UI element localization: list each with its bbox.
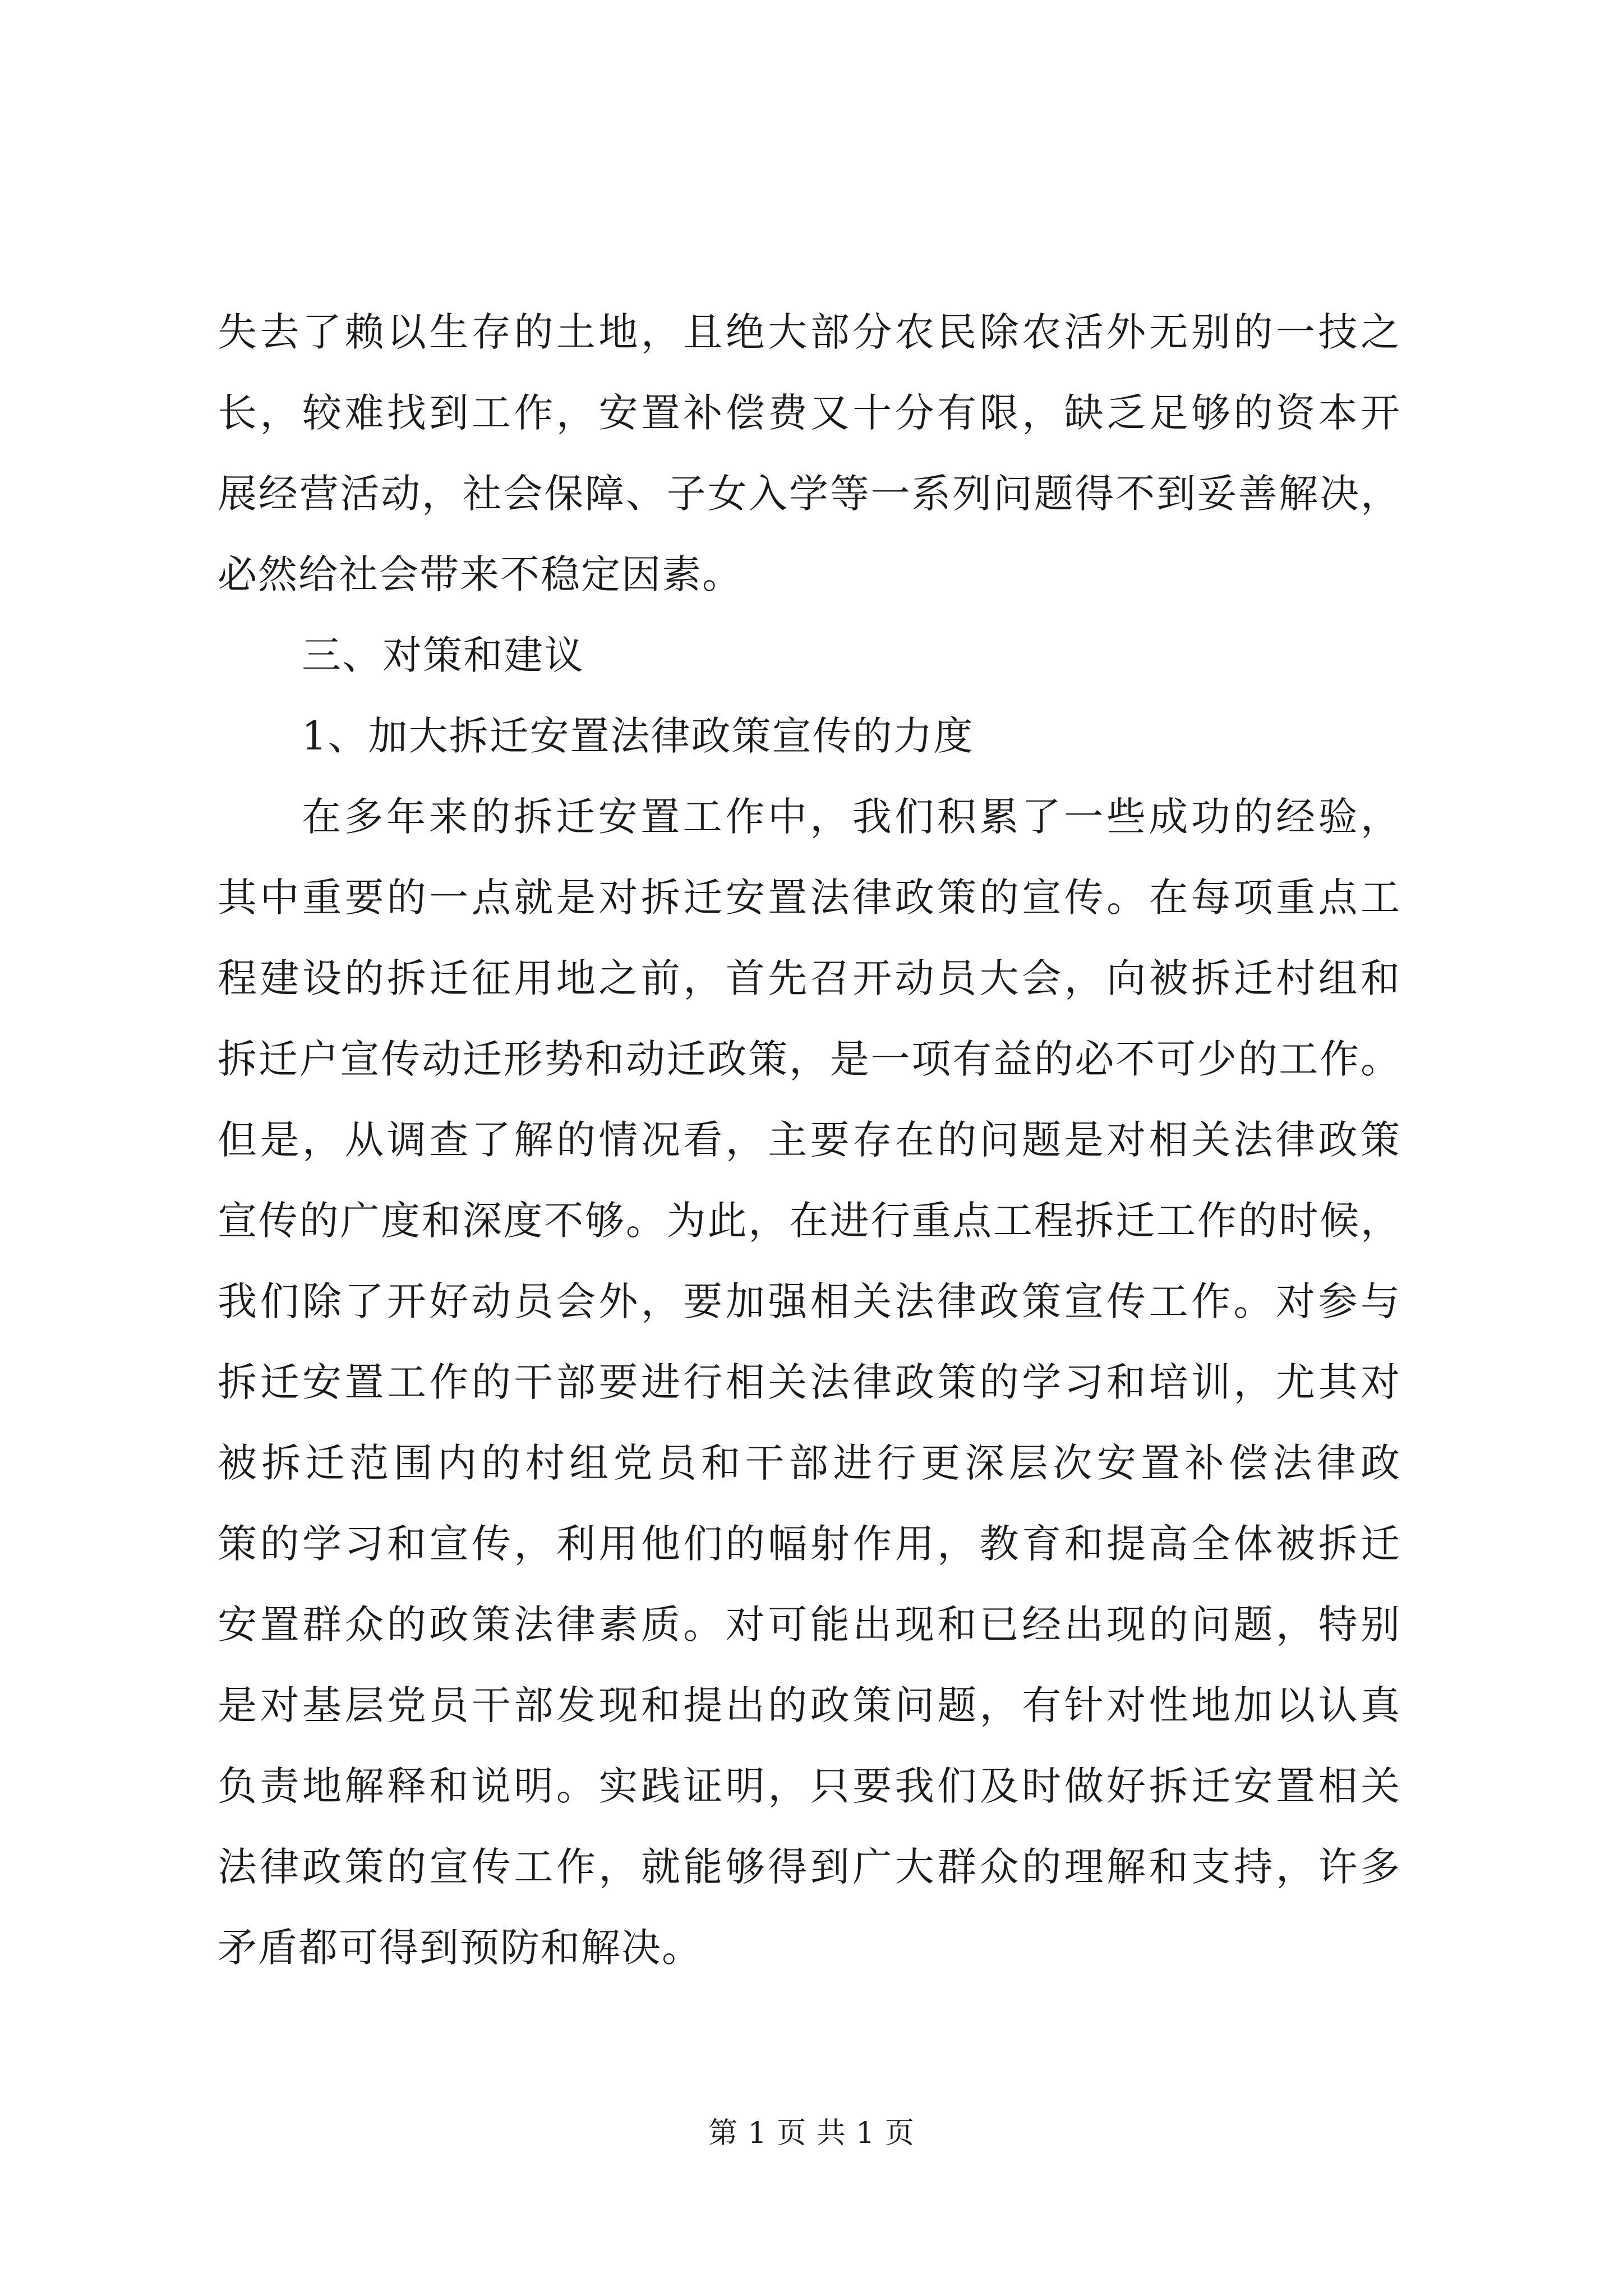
text-line: 我们除了开好动员会外，要加强相关法律政策宣传工作。对参与 xyxy=(218,1278,1401,1324)
section-heading: 三、对策和建议 xyxy=(302,632,584,678)
text-line: 被拆迁范围内的村组党员和干部进行更深层次安置补偿法律政 xyxy=(218,1440,1401,1486)
text-line: 负责地解释和说明。实践证明，只要我们及时做好拆迁安置相关 xyxy=(218,1763,1401,1809)
text-line: 宣传的广度和深度不够。为此，在进行重点工程拆迁工作的时候， xyxy=(218,1198,1401,1244)
text-line: 但是，从调查了解的情况看，主要存在的问题是对相关法律政策 xyxy=(218,1117,1401,1163)
text-line: 安置群众的政策法律素质。对可能出现和已经出现的问题，特别 xyxy=(218,1602,1401,1648)
text-line: 拆迁安置工作的干部要进行相关法律政策的学习和培训，尤其对 xyxy=(218,1359,1401,1405)
document-body xyxy=(218,292,1401,1988)
text-line: 长，较难找到工作，安置补偿费又十分有限，缺乏足够的资本开 xyxy=(218,390,1401,436)
text-line: 必然给社会带来不稳定因素。 xyxy=(218,551,743,597)
text-line: 程建设的拆迁征用地之前，首先召开动员大会，向被拆迁村组和 xyxy=(218,955,1401,1001)
text-line: 其中重要的一点就是对拆迁安置法律政策的宣传。在每项重点工 xyxy=(218,875,1401,921)
page-footer: 第 1 页 共 1 页 xyxy=(708,2116,915,2150)
text-line: 拆迁户宣传动迁形势和动迁政策，是一项有益的必不可少的工作。 xyxy=(218,1036,1401,1082)
text-line: 法律政策的宣传工作，就能够得到广大群众的理解和支持，许多 xyxy=(218,1844,1401,1890)
subsection-heading: 1、加大拆迁安置法律政策宣传的力度 xyxy=(302,713,974,759)
text-line: 失去了赖以生存的土地，且绝大部分农民除农活外无别的一技之 xyxy=(218,309,1401,355)
text-line: 策的学习和宣传，利用他们的幅射作用，教育和提高全体被拆迁 xyxy=(218,1521,1401,1567)
text-line: 在多年来的拆迁安置工作中，我们积累了一些成功的经验， xyxy=(302,794,1401,840)
text-line: 矛盾都可得到预防和解决。 xyxy=(218,1925,702,1971)
text-line: 是对基层党员干部发现和提出的政策问题，有针对性地加以认真 xyxy=(218,1682,1401,1728)
text-line: 展经营活动，社会保障、子女入学等一系列问题得不到妥善解决， xyxy=(218,471,1401,517)
